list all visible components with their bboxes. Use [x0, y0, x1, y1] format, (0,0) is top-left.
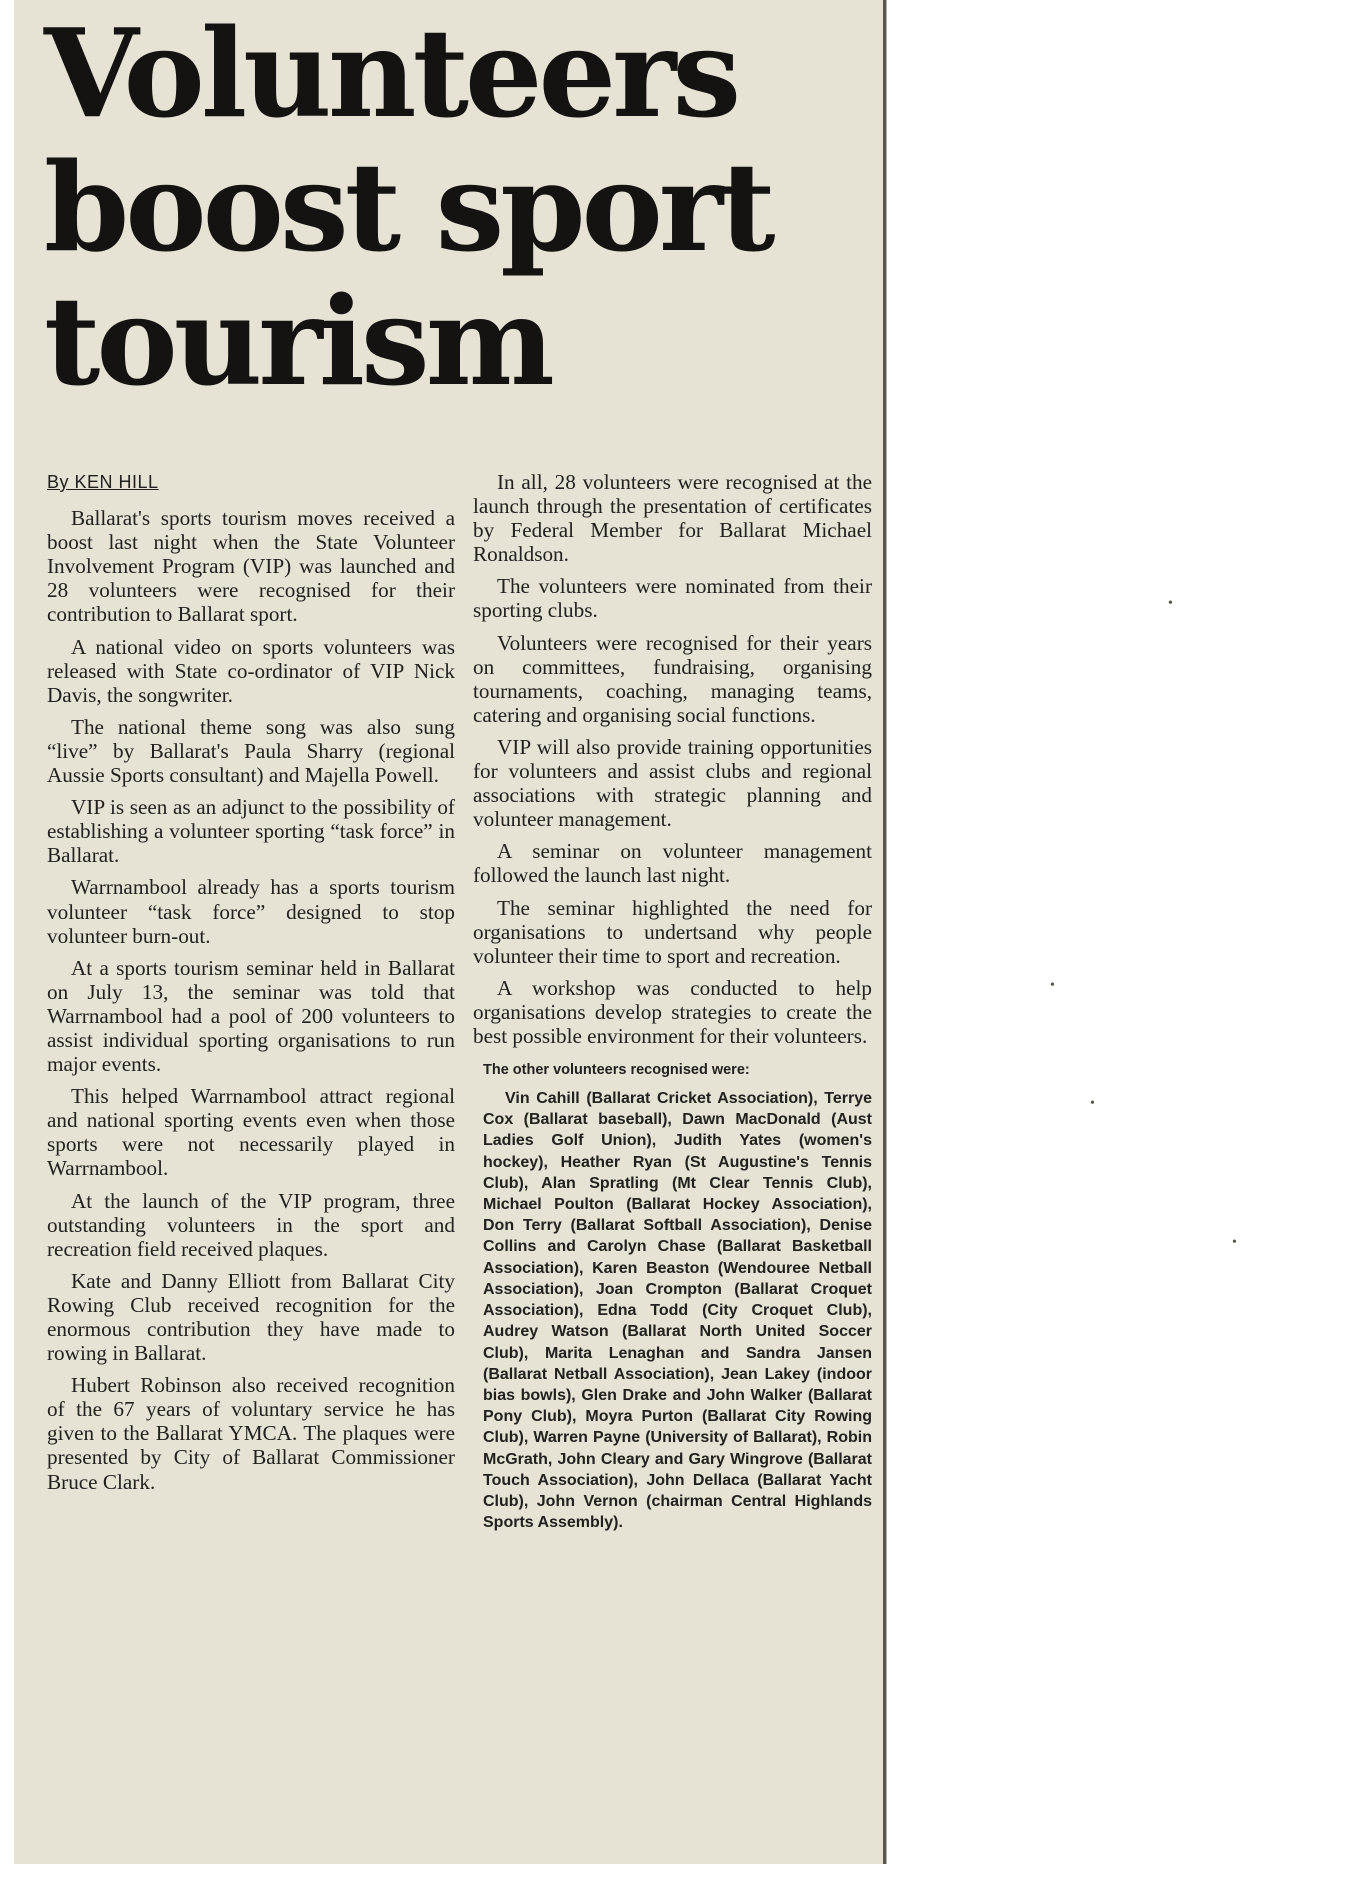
paragraph: VIP will also provide training opportunities for volunteers and assist clubs and regional associations with strategic planning and volunteer management. [473, 734, 872, 832]
paragraph: The volunteers were nominated from their sporting clubs. [473, 574, 872, 623]
newspaper-clipping [14, 0, 886, 1864]
paragraph: Hubert Robinson also received recognition of the 67 years of voluntary service he has given to the Ballarat YMCA. The plaques were presented by City of Ballarat Commissioner Bruce Clark. [47, 1373, 455, 1494]
headline [44, 1, 884, 413]
paragraph: A workshop was conducted to help organisations develop strategies to create the best possible environment for their volunteers. [473, 975, 872, 1048]
paragraph: Kate and Danny Elliott from Ballarat City Rowing Club received recognition for the enormous contribution they have made to rowing in Ballarat. [47, 1268, 455, 1366]
paragraph: The national theme song was also sung “live” by Ballarat's Paula Sharry (regional Aussie Sports consultant) and Majella Powell. [47, 714, 455, 788]
paragraph: A national video on sports volunteers was released with State co-ordinator of VIP Nick Davis, the songwriter. [47, 634, 455, 707]
article-column-left [47, 470, 455, 1502]
paragraph: Ballarat's sports tourism moves received a boost last night when the State Volunteer Involvement Program (VIP) was launched and 28 volunteers were recognised for their contribution to Ballarat sport. [47, 506, 455, 627]
headline-line-1: Volunteers [44, 1, 738, 145]
paragraph: VIP is seen as an adjunct to the possibility of establishing a volunteer sporting “task force” in Ballarat. [47, 795, 455, 868]
paragraph: Volunteers were recognised for their years on committees, fundraising, organising tournaments, coaching, managing teams, catering and organising social functions. [473, 630, 872, 727]
article-column-right [473, 470, 872, 1533]
byline-prefix: By [47, 472, 70, 492]
dust-speck: • [1090, 1096, 1095, 1111]
paragraph: At the launch of the VIP program, three outstanding volunteers in the sport and recreation field received plaques. [47, 1188, 455, 1261]
paragraph: At a sports tourism seminar held in Ballarat on July 13, the seminar was told that Warrnambool had a pool of 200 volunteers to assist individual sporting organisations to run major events. [47, 955, 455, 1077]
paragraph: The seminar highlighted the need for organisations to undertsand why people volunteer their time to sport and recreation. [473, 895, 872, 968]
paragraph: A seminar on volunteer management followed the launch last night. [473, 839, 872, 888]
headline-line-2: boost sport [44, 135, 772, 279]
byline-author: KEN HILL [74, 472, 159, 492]
byline [47, 470, 455, 494]
volunteer-list: Vin Cahill (Ballarat Cricket Association), Terrye Cox (Ballarat baseball), Dawn MacDonald (Aust Ladies Golf Union), Judith Yates (women's hockey), Heather Ryan (St Augustine's Tennis Club), Alan Spratling (Mt Clear Tennis Club), Michael Poulton (Ballarat Hockey Association), Don Terry (Ballarat Softball Association), Denise Collins and Carolyn Chase (Ballarat Basketball Association), Karen Beaston (Wendouree Netball Association), Joan Crompton (Ballarat Croquet Association), Edna Todd (City Croquet Club), Audrey Watson (Ballarat North United Soccer Club), Marita Lenaghan and Sandra Jansen (Ballarat Netball Association), Jean Lakey (indoor bias bowls), Glen Drake and John Walker (Ballarat Pony Club), Moyra Purton (Ballarat City Rowing Club), Warren Payne (University of Ballarat), Robin McGrath, John Cleary and Gary Wingrove (Ballarat Touch Association), John Dellaca (Ballarat Yacht Club), John Vernon (chairman Central Highlands Sports Assembly). [483, 1090, 872, 1532]
dust-speck: • [1168, 596, 1173, 611]
headline-line-3: tourism [44, 269, 551, 413]
paragraph: This helped Warrnambool attract regional and national sporting events even when those sports were not necessarily played in Warrnambool. [47, 1084, 455, 1181]
dust-speck: • [1050, 978, 1055, 993]
paragraph: Warrnambool already has a sports tourism volunteer “task force” designed to stop volunteer burn-out. [47, 875, 455, 948]
volunteer-list-heading: The other volunteers recognised were: [483, 1062, 750, 1079]
dust-speck: • [1232, 1235, 1237, 1250]
paragraph: In all, 28 volunteers were recognised at the launch through the presentation of certificates by Federal Member for Ballarat Michael Ronaldson. [473, 470, 872, 567]
